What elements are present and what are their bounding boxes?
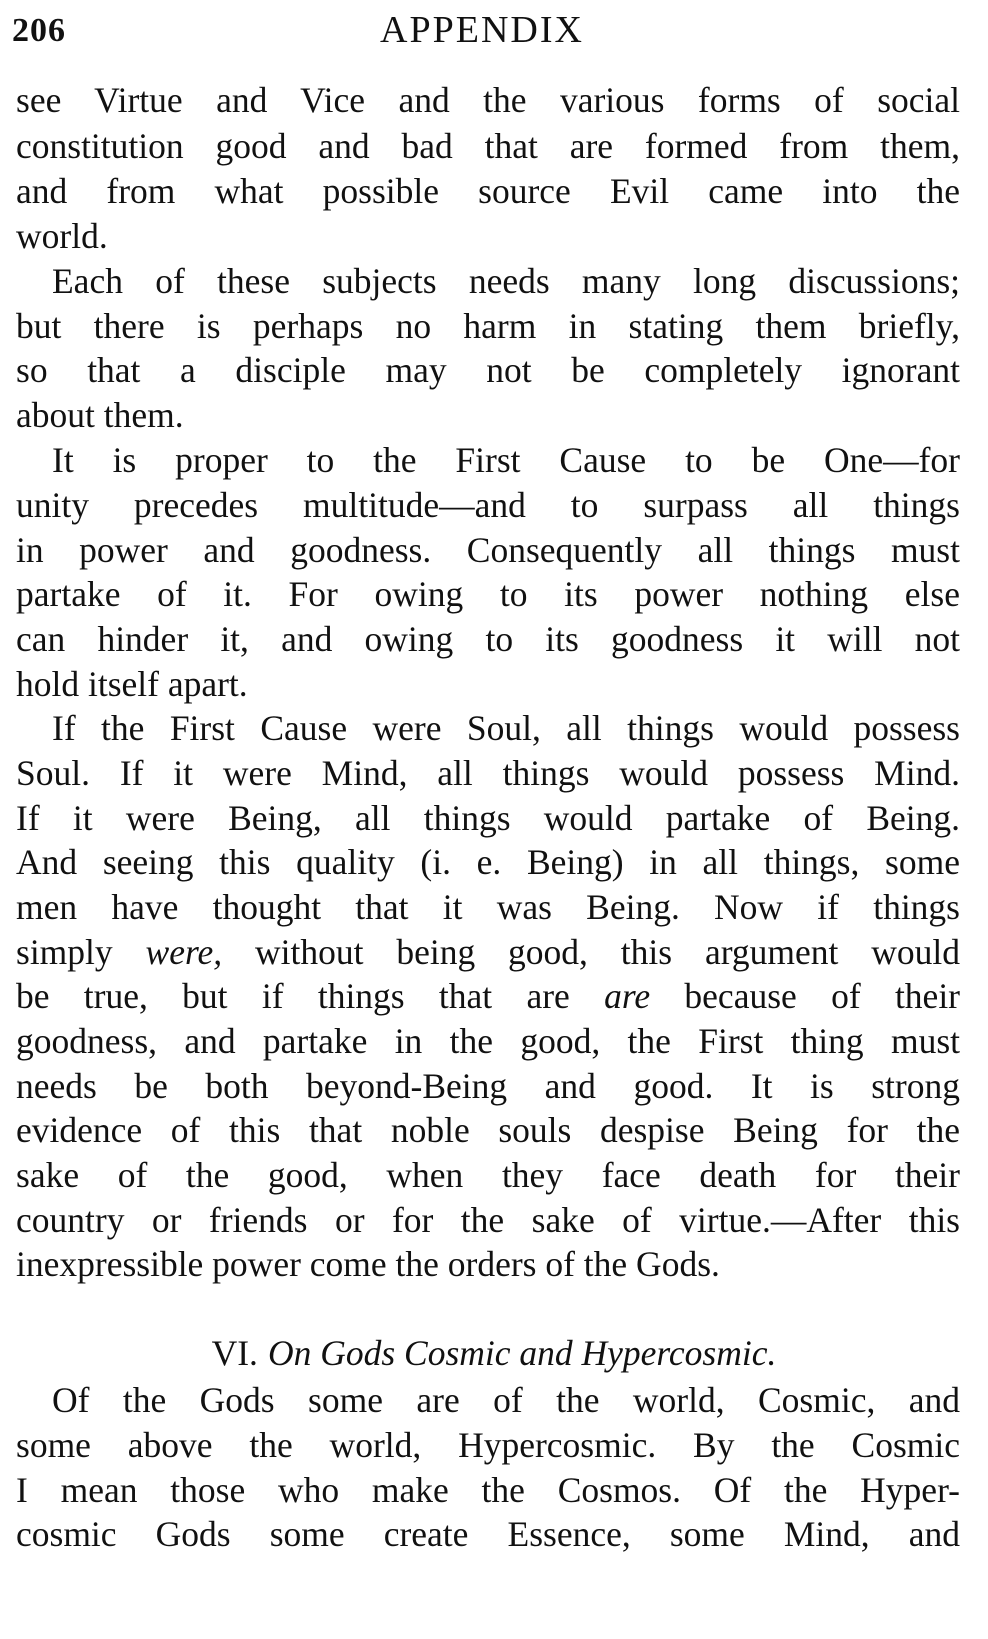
paragraph-4-line-10: evidence of this that noble souls despise Being for the [16,1110,960,1150]
line-text-after: because of their [650,976,961,1016]
paragraph-4-line-11: sake of the good, when they face death for their [16,1155,960,1195]
paragraph-4-line-5: men have thought that it was Being. Now if things [16,887,960,927]
paragraph-3-line-1: It is proper to the First Cause to be One—for [52,440,960,480]
line-text-after: without being good, this argument would [222,932,961,972]
section-number: VI. [211,1333,258,1373]
section-paragraph-line-4: cosmic Gods some create Essence, some Mind, and [16,1514,960,1554]
line-text-before: simply [16,932,146,972]
paragraph-3-line-4: partake of it. For owing to its power nothing else [16,574,960,614]
paragraph-2-line-4: about them. [16,395,184,435]
paragraph-1-line-1: see Virtue and Vice and the various forms of social [16,80,960,120]
paragraph-4-line-13: inexpressible power come the orders of the Gods. [16,1244,720,1284]
emphasis-are: are [604,976,651,1016]
section-paragraph-line-2: some above the world, Hypercosmic. By the Cosmic [16,1425,960,1465]
section-heading [0,1331,988,1375]
emphasis-were: were, [145,932,223,972]
paragraph-4-line-6 [16,930,960,974]
running-head: APPENDIX [380,9,584,51]
paragraph-4-line-12: country or friends or for the sake of virtue.—After this [16,1200,960,1240]
paragraph-1-line-4: world. [16,216,108,256]
paragraph-3-line-3: in power and goodness. Consequently all things must [16,530,960,570]
section-paragraph-line-1: Of the Gods some are of the world, Cosmic, and [52,1380,960,1420]
paragraph-4-line-9: needs be both beyond-Being and good. It is strong [16,1066,960,1106]
section-title: On Gods Cosmic and Hypercosmic. [267,1333,777,1373]
paragraph-4-line-4: And seeing this quality (i. e. Being) in all things, some [16,842,960,882]
paragraph-3-line-2: unity precedes multitude—and to surpass all things [16,485,960,525]
line-text-before: be true, but if things that are [16,976,605,1016]
page-header [12,2,952,62]
paragraph-2-line-1: Each of these subjects needs many long discussions; [52,261,960,301]
section-paragraph-line-3: I mean those who make the Cosmos. Of the Hyper- [16,1470,960,1510]
paragraph-3-line-5: can hinder it, and owing to its goodness it will not [16,619,960,659]
paragraph-3-line-6: hold itself apart. [16,664,248,704]
paragraph-1-line-3: and from what possible source Evil came into the [16,171,960,211]
paragraph-4-line-1: If the First Cause were Soul, all things would possess [52,708,960,748]
page-number: 206 [12,12,66,49]
paragraph-2-line-2: but there is perhaps no harm in stating them briefly, [16,306,960,346]
paragraph-4-line-8: goodness, and partake in the good, the First thing must [16,1021,960,1061]
paragraph-4-line-7 [16,974,960,1018]
paragraph-4-line-2: Soul. If it were Mind, all things would possess Mind. [16,753,960,793]
paragraph-1-line-2: constitution good and bad that are formed from them, [16,126,960,166]
paragraph-2-line-3: so that a disciple may not be completely ignorant [16,350,960,390]
paragraph-4-line-3: If it were Being, all things would partake of Being. [16,798,960,838]
